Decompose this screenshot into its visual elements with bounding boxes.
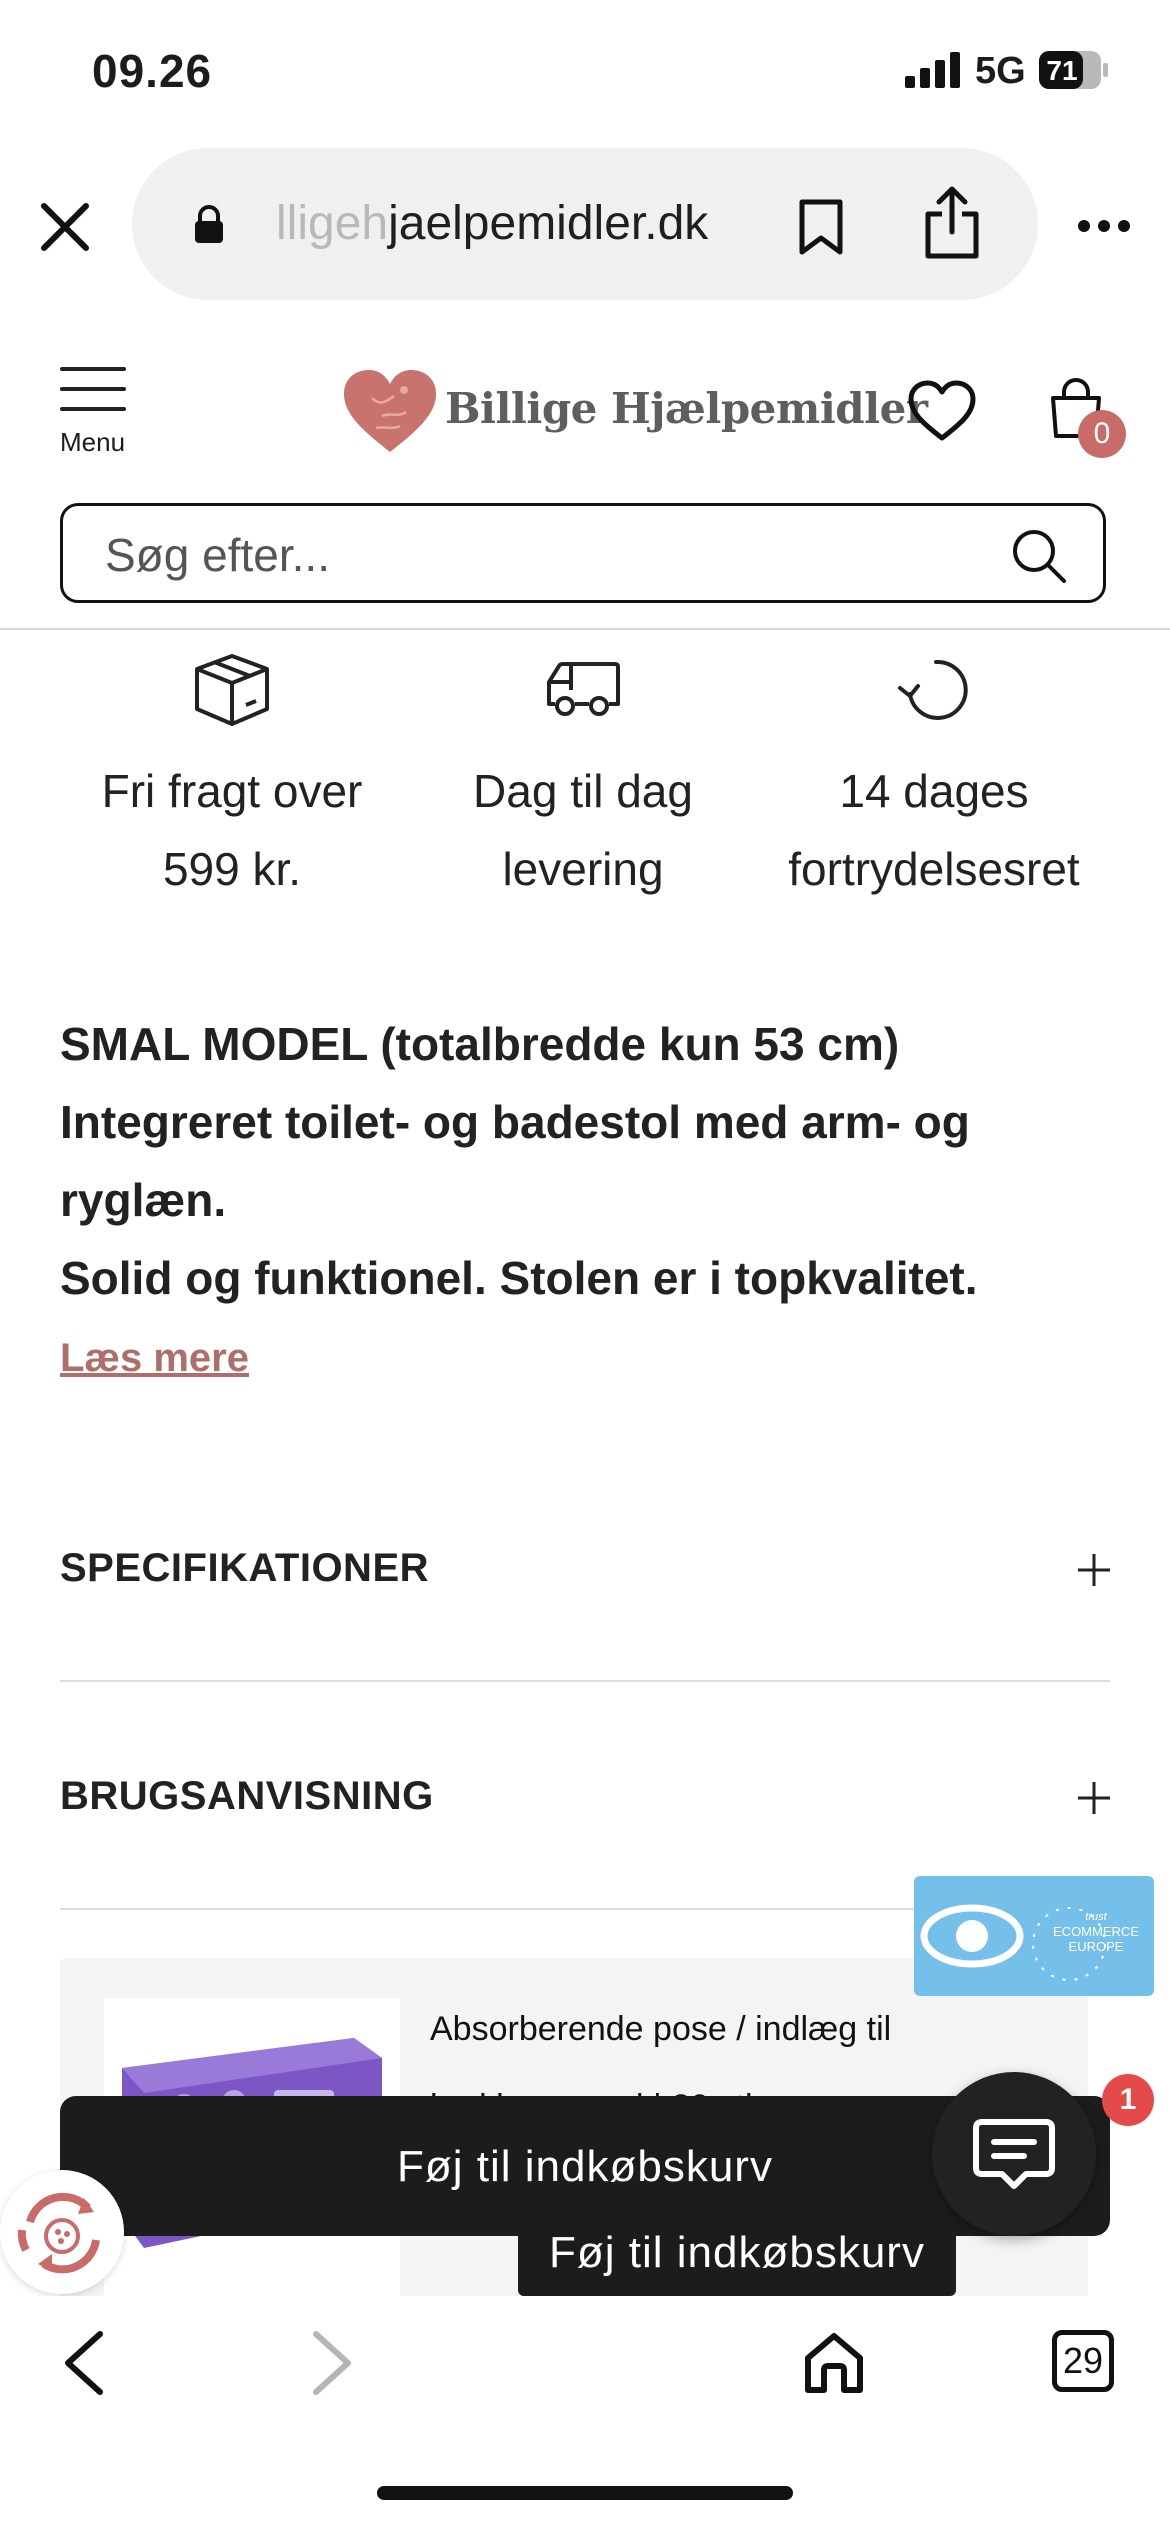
tabs-count-button[interactable]: 29 [1052, 2330, 1114, 2392]
cart-count-badge: 0 [1078, 410, 1126, 458]
logo-heart-icon[interactable] [342, 368, 438, 454]
usp-line: levering [502, 843, 664, 895]
product-short-description [60, 1005, 1110, 1317]
trust-line2: EUROPE [1068, 1939, 1124, 1954]
menu-button[interactable] [58, 365, 188, 465]
url-domain: jaelpemidler.dk [388, 197, 709, 250]
accordion-specifications[interactable]: SPECIFIKATIONER [60, 1546, 430, 1590]
wishlist-heart-icon[interactable] [907, 380, 977, 442]
usp-line: Dag til dag [473, 765, 693, 817]
usp-delivery [413, 650, 753, 908]
back-icon[interactable] [60, 2328, 108, 2398]
chat-bubble-icon [932, 2072, 1096, 2236]
usp-line: fortrydelsesret [788, 843, 1080, 895]
header-divider [0, 628, 1170, 630]
battery-icon [1038, 50, 1110, 90]
usp-return [764, 650, 1104, 908]
plus-icon[interactable] [1076, 1552, 1112, 1588]
menu-label: Menu [60, 427, 126, 457]
search-input[interactable] [103, 526, 987, 584]
description-line: SMAL MODEL (totalbredde kun 53 cm) [60, 1018, 900, 1070]
bookmark-icon[interactable] [797, 198, 845, 256]
home-icon[interactable] [802, 2330, 866, 2396]
chat-notification-badge: 1 [1102, 2074, 1154, 2126]
close-icon[interactable] [38, 200, 92, 254]
truck-icon [545, 660, 621, 720]
accordion-divider [60, 1680, 1110, 1682]
trust-small-text: trust [1085, 1911, 1107, 1923]
add-to-cart-button[interactable]: Føj til indkøbskurv [60, 2096, 1110, 2236]
lock-icon [192, 205, 226, 245]
hamburger-line [60, 387, 126, 391]
box-icon [194, 653, 270, 727]
battery-level: 71 [1046, 55, 1078, 86]
trust-ecommerce-europe-badge[interactable] [914, 1876, 1154, 1996]
hamburger-icon [60, 367, 126, 371]
status-time: 09.26 [92, 45, 213, 97]
recycle-badge[interactable] [0, 2170, 124, 2294]
search-icon[interactable] [1011, 528, 1067, 584]
home-indicator [377, 2486, 793, 2500]
add-to-cart-button-secondary[interactable]: Føj til indkøbskurv [518, 2208, 956, 2296]
plus-icon[interactable] [1076, 1780, 1112, 1816]
description-line: Solid og funktionel. Stolen er i topkvalitet. [60, 1252, 978, 1304]
recycle-icon [0, 2170, 124, 2294]
read-more-link[interactable]: Læs mere [60, 1336, 249, 1380]
usp-line: 14 dages [839, 765, 1029, 817]
description-line: Integreret toilet- og badestol med arm- og ryglæn. [60, 1096, 970, 1226]
accordion-usage-instructions[interactable]: BRUGSANVISNING [60, 1774, 434, 1818]
network-type: 5G [975, 50, 1026, 92]
usp-line: 599 kr. [162, 843, 302, 895]
trust-badge-graphic [914, 1876, 1154, 1996]
product-name-line: Absorberende pose / indlæg til [430, 2010, 892, 2048]
hamburger-line [60, 407, 126, 411]
signal-icon [905, 52, 963, 88]
share-icon[interactable] [922, 184, 982, 260]
forward-icon[interactable] [308, 2328, 356, 2398]
search-box[interactable] [60, 503, 1106, 603]
chat-button[interactable] [932, 2072, 1096, 2236]
trust-line1: ECOMMERCE [1053, 1924, 1139, 1939]
url-text[interactable] [276, 196, 708, 251]
more-options-icon[interactable] [1076, 218, 1132, 234]
return-icon [896, 654, 972, 726]
usp-free-shipping [62, 650, 402, 908]
logo-text[interactable]: Billige Hjælpemidler [445, 384, 928, 433]
url-faded-part: lligeh [276, 197, 389, 250]
usp-line: Fri fragt over [101, 765, 363, 817]
